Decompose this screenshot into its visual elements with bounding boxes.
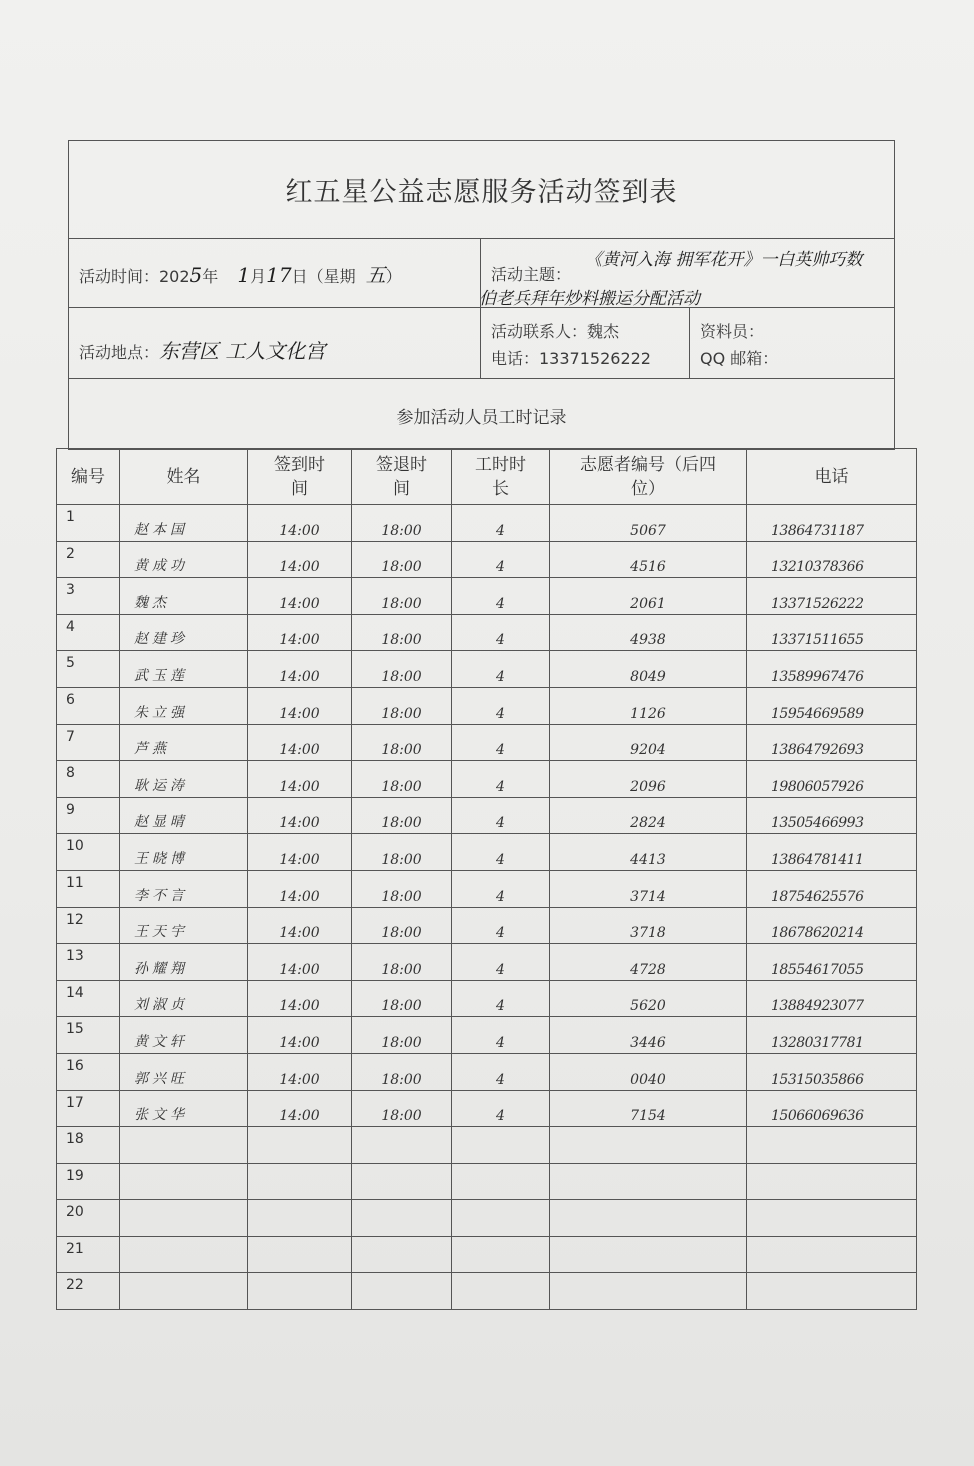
section-title: 参加活动人员工时记录 [396, 407, 567, 428]
time-weekday-hand: 五 [365, 263, 386, 287]
activity-theme-label: 活动主题： [491, 265, 572, 284]
row-hours [452, 1273, 550, 1310]
row-checkout [352, 1163, 452, 1200]
row-volunteer-id: 9204 [550, 724, 747, 761]
row-phone: 13864792693 [747, 724, 917, 761]
row-no: 16 [57, 1053, 120, 1090]
row-checkout: 18:00 [352, 761, 452, 798]
table-row [57, 907, 917, 944]
header-hours: 工时时 长 [452, 449, 550, 505]
row-phone [747, 1273, 917, 1310]
row-name: 王晓博 [120, 834, 248, 871]
table-row [57, 1273, 917, 1310]
row-name [120, 1273, 248, 1310]
row-hours: 4 [452, 1053, 550, 1090]
row-hours: 4 [452, 687, 550, 724]
header-name: 姓名 [120, 449, 248, 505]
table-row [57, 578, 917, 615]
time-nian: 年 [202, 267, 219, 286]
row-hours: 4 [452, 870, 550, 907]
row-no: 5 [57, 651, 120, 688]
row-hours: 4 [452, 1017, 550, 1054]
table-row [57, 797, 917, 834]
row-name: 赵本国 [120, 505, 248, 542]
row-checkin: 14:00 [248, 797, 352, 834]
row-checkin [248, 1200, 352, 1237]
row-no: 6 [57, 687, 120, 724]
row-name: 芦燕 [120, 724, 248, 761]
row-checkin: 14:00 [248, 687, 352, 724]
row-name: 刘淑贞 [120, 980, 248, 1017]
table-row [57, 834, 917, 871]
row-hours: 4 [452, 724, 550, 761]
row-checkin: 14:00 [248, 505, 352, 542]
row-phone: 18678620214 [747, 907, 917, 944]
row-hours: 4 [452, 761, 550, 798]
time-month-hand: 1 [237, 263, 251, 287]
header-checkin: 签到时 间 [248, 449, 352, 505]
row-phone [747, 1200, 917, 1237]
header-volunteer-id: 志愿者编号（后四 位） [550, 449, 747, 505]
row-hours: 4 [452, 980, 550, 1017]
row-phone: 13884923077 [747, 980, 917, 1017]
row-checkout [352, 1236, 452, 1273]
row-checkout: 18:00 [352, 870, 452, 907]
time-year-hand: 5 [189, 263, 203, 287]
table-row [57, 761, 917, 798]
row-hours: 4 [452, 1090, 550, 1127]
row-name: 孙耀翔 [120, 944, 248, 981]
row-checkin [248, 1273, 352, 1310]
table-row [57, 1053, 917, 1090]
row-checkout: 18:00 [352, 541, 452, 578]
table-row [57, 944, 917, 981]
table-row [57, 687, 917, 724]
activity-theme-hand-line1: 《黄河入海 拥军花开》一白英帅巧数 [585, 250, 863, 270]
row-hours: 4 [452, 944, 550, 981]
row-checkin: 14:00 [248, 724, 352, 761]
row-name: 王天宇 [120, 907, 248, 944]
form-title: 红五星公益志愿服务活动签到表 [69, 141, 894, 239]
row-phone: 13505466993 [747, 797, 917, 834]
row-no: 14 [57, 980, 120, 1017]
row-hours: 4 [452, 541, 550, 578]
row-checkout: 18:00 [352, 1017, 452, 1054]
table-row [57, 614, 917, 651]
table-row [57, 651, 917, 688]
row-hours [452, 1236, 550, 1273]
row-phone: 15066069636 [747, 1090, 917, 1127]
row-phone: 13280317781 [747, 1017, 917, 1054]
table-row [57, 1236, 917, 1273]
table-row [57, 1090, 917, 1127]
row-phone [747, 1163, 917, 1200]
row-volunteer-id [550, 1163, 747, 1200]
table-row [57, 1127, 917, 1164]
time-ri: 日（星期 [291, 267, 356, 286]
activity-theme-hand-line2: 伯老兵拜年炒料搬运分配活动 [479, 289, 700, 309]
row-phone: 18754625576 [747, 870, 917, 907]
row-volunteer-id [550, 1200, 747, 1237]
row-volunteer-id [550, 1273, 747, 1310]
row-no: 3 [57, 578, 120, 615]
row-checkin [248, 1236, 352, 1273]
row-volunteer-id: 5067 [550, 505, 747, 542]
row-checkin: 14:00 [248, 1017, 352, 1054]
row-no: 20 [57, 1200, 120, 1237]
row-checkin: 14:00 [248, 980, 352, 1017]
header-checkout: 签退时 间 [352, 449, 452, 505]
row-volunteer-id: 1126 [550, 687, 747, 724]
table-row [57, 1017, 917, 1054]
table-body [57, 505, 917, 1310]
row-checkout: 18:00 [352, 614, 452, 651]
row-phone: 18554617055 [747, 944, 917, 981]
row-name [120, 1163, 248, 1200]
table-row [57, 1200, 917, 1237]
row-hours: 4 [452, 651, 550, 688]
place-label: 活动地点： [79, 343, 160, 362]
row-no: 22 [57, 1273, 120, 1310]
table-row [57, 870, 917, 907]
row-checkin [248, 1163, 352, 1200]
row-checkin: 14:00 [248, 541, 352, 578]
row-checkout [352, 1127, 452, 1164]
material-clerk: 资料员： [700, 322, 765, 341]
row-hours [452, 1163, 550, 1200]
row-name: 黄成功 [120, 541, 248, 578]
row-no: 17 [57, 1090, 120, 1127]
row-checkout: 18:00 [352, 724, 452, 761]
time-close: ） [385, 267, 402, 286]
row-volunteer-id: 8049 [550, 651, 747, 688]
row-checkin: 14:00 [248, 651, 352, 688]
row-checkout [352, 1273, 452, 1310]
row-checkin: 14:00 [248, 614, 352, 651]
table-header-row [57, 449, 917, 505]
row-name: 赵建珍 [120, 614, 248, 651]
row-no: 4 [57, 614, 120, 651]
row-name: 李不言 [120, 870, 248, 907]
row-hours [452, 1127, 550, 1164]
contact-person: 活动联系人：魏杰 [491, 322, 620, 341]
row-checkin: 14:00 [248, 761, 352, 798]
activity-time [79, 259, 479, 288]
row-volunteer-id: 4728 [550, 944, 747, 981]
row-hours: 4 [452, 797, 550, 834]
row-checkin: 14:00 [248, 944, 352, 981]
row-no: 15 [57, 1017, 120, 1054]
row-phone: 13210378366 [747, 541, 917, 578]
row-name [120, 1200, 248, 1237]
row-volunteer-id: 3714 [550, 870, 747, 907]
row-checkout: 18:00 [352, 944, 452, 981]
header-no: 编号 [57, 449, 120, 505]
row-name: 郭兴旺 [120, 1053, 248, 1090]
row-checkin: 14:00 [248, 907, 352, 944]
row-phone: 15954669589 [747, 687, 917, 724]
row-volunteer-id: 4938 [550, 614, 747, 651]
divider-h1 [69, 307, 895, 308]
row-no: 11 [57, 870, 120, 907]
row-no: 1 [57, 505, 120, 542]
activity-place [79, 335, 479, 364]
row-checkout: 18:00 [352, 980, 452, 1017]
row-hours: 4 [452, 614, 550, 651]
row-hours: 4 [452, 578, 550, 615]
row-name: 朱立强 [120, 687, 248, 724]
row-volunteer-id: 4516 [550, 541, 747, 578]
header-phone: 电话 [747, 449, 917, 505]
row-volunteer-id: 3446 [550, 1017, 747, 1054]
time-day-hand: 17 [266, 263, 292, 287]
row-volunteer-id: 2061 [550, 578, 747, 615]
row-name: 张文华 [120, 1090, 248, 1127]
row-checkin: 14:00 [248, 870, 352, 907]
row-volunteer-id: 2096 [550, 761, 747, 798]
table-row [57, 980, 917, 1017]
row-checkin: 14:00 [248, 834, 352, 871]
row-phone [747, 1127, 917, 1164]
time-label: 活动时间：202 [79, 267, 190, 286]
table-row [57, 724, 917, 761]
divider-v1 [480, 239, 481, 379]
row-checkout: 18:00 [352, 578, 452, 615]
row-no: 2 [57, 541, 120, 578]
row-volunteer-id [550, 1236, 747, 1273]
row-no: 10 [57, 834, 120, 871]
time-yue: 月 [250, 267, 267, 286]
row-phone: 15315035866 [747, 1053, 917, 1090]
row-no: 13 [57, 944, 120, 981]
row-checkout: 18:00 [352, 907, 452, 944]
row-name: 武玉莲 [120, 651, 248, 688]
row-name: 魏杰 [120, 578, 248, 615]
form-header [68, 140, 895, 450]
row-no: 18 [57, 1127, 120, 1164]
row-checkin [248, 1127, 352, 1164]
row-no: 12 [57, 907, 120, 944]
row-name [120, 1236, 248, 1273]
row-volunteer-id: 5620 [550, 980, 747, 1017]
row-hours: 4 [452, 505, 550, 542]
row-checkin: 14:00 [248, 578, 352, 615]
row-name: 赵显晴 [120, 797, 248, 834]
place-hand: 东营区 工人文化宫 [159, 339, 326, 363]
row-name [120, 1127, 248, 1164]
row-phone: 13371526222 [747, 578, 917, 615]
row-hours: 4 [452, 834, 550, 871]
row-checkout: 18:00 [352, 651, 452, 688]
divider-v2 [689, 307, 690, 379]
row-no: 8 [57, 761, 120, 798]
row-volunteer-id: 4413 [550, 834, 747, 871]
row-volunteer-id [550, 1127, 747, 1164]
row-phone: 13589967476 [747, 651, 917, 688]
table-row [57, 541, 917, 578]
row-checkout: 18:00 [352, 1053, 452, 1090]
row-phone: 13864731187 [747, 505, 917, 542]
row-phone [747, 1236, 917, 1273]
row-no: 19 [57, 1163, 120, 1200]
table-row [57, 505, 917, 542]
row-no: 21 [57, 1236, 120, 1273]
row-no: 7 [57, 724, 120, 761]
row-checkout: 18:00 [352, 505, 452, 542]
row-checkin: 14:00 [248, 1053, 352, 1090]
row-checkout: 18:00 [352, 687, 452, 724]
row-hours [452, 1200, 550, 1237]
row-volunteer-id: 2824 [550, 797, 747, 834]
row-volunteer-id: 0040 [550, 1053, 747, 1090]
table-row [57, 1163, 917, 1200]
row-phone: 13864781411 [747, 834, 917, 871]
row-volunteer-id: 7154 [550, 1090, 747, 1127]
row-hours: 4 [452, 907, 550, 944]
contact-phone: 电话：13371526222 [491, 349, 651, 368]
attendance-table [56, 448, 917, 1310]
row-name: 耿运涛 [120, 761, 248, 798]
row-phone: 19806057926 [747, 761, 917, 798]
row-checkout [352, 1200, 452, 1237]
row-phone: 13371511655 [747, 614, 917, 651]
row-volunteer-id: 3718 [550, 907, 747, 944]
row-checkout: 18:00 [352, 834, 452, 871]
row-name: 黄文轩 [120, 1017, 248, 1054]
row-no: 9 [57, 797, 120, 834]
row-checkout: 18:00 [352, 797, 452, 834]
row-checkout: 18:00 [352, 1090, 452, 1127]
row-checkin: 14:00 [248, 1090, 352, 1127]
qq-email: QQ 邮箱： [700, 349, 779, 368]
